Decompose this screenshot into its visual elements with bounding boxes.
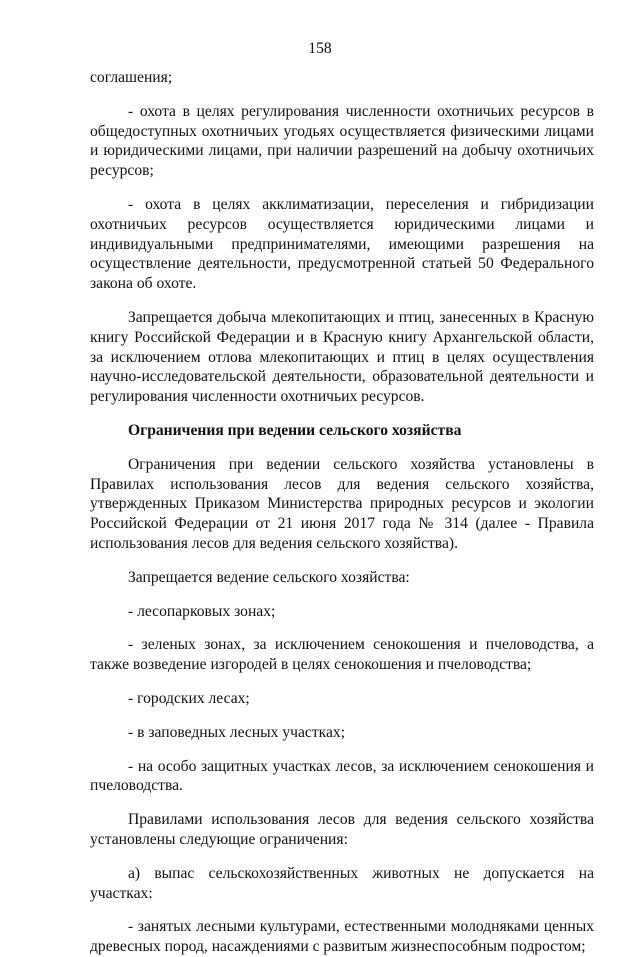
document-body xyxy=(90,68,594,957)
paragraph-11: - в заповедных лесных участках; xyxy=(128,723,346,741)
page-number: 158 xyxy=(308,40,332,57)
paragraph-14: а) выпас сельскохозяйственных животных не допускается на участках: xyxy=(90,864,594,902)
paragraph-1: соглашения; xyxy=(90,69,173,86)
paragraph-7: Запрещается ведение сельского хозяйства: xyxy=(128,568,410,586)
paragraph-4: Запрещается добыча млекопитающих и птиц, занесенных в Красную книгу Российской Федерации и в Красную книгу Архангельской области, за исключением отлова млекопитающих и птиц в целях осуществления научно-исследовательской деятельности, образовательной деятельности и регулирования численности охотничьих ресурсов. xyxy=(90,308,594,406)
paragraph-9: - зеленых зонах, за исключением сенокошения и пчеловодства, а также возведение изгородей в целях сенокошения и пчеловодства; xyxy=(90,636,594,674)
paragraph-2: - охота в целях регулирования численности охотничьих ресурсов в общедоступных охотничьих угодьях осуществляется физическими лицами и юридическими лицами, при наличии разрешений на добычу охотничьих ресурсов; xyxy=(90,102,594,180)
paragraph-3: - охота в целях акклиматизации, переселения и гибридизации охотничьих ресурсов осуществляется юридическими лицами и индивидуальными предпринимателями, имеющими разрешения на осуществление деятельности, предусмотренной статьей 50 Федерального закона об охоте. xyxy=(90,195,594,293)
paragraph-8: - лесопарковых зонах; xyxy=(128,602,276,620)
paragraph-12: - на особо защитных участках лесов, за исключением сенокошения и пчеловодства. xyxy=(90,757,594,795)
paragraph-6: Ограничения при ведении сельского хозяйства установлены в Правилах использования лесов для ведения сельского хозяйства, утвержденных Приказом Министерства природных ресурсов и экологии Российской Федерации от 21 июня 2017 года № 314 (далее - Правила использования лесов для ведения сельского хозяйства). xyxy=(90,455,594,552)
paragraph-13: Правилами использования лесов для ведения сельского хозяйства установлены следующие ограничения: xyxy=(90,811,594,848)
paragraph-15: - занятых лесными культурами, естественными молодняками ценных древесных пород, насаждениями с развитым жизнеспособным подростом; xyxy=(90,918,594,956)
paragraph-10: - городских лесах; xyxy=(128,689,250,707)
section-heading: Ограничения при ведении сельского хозяйства xyxy=(128,421,462,439)
